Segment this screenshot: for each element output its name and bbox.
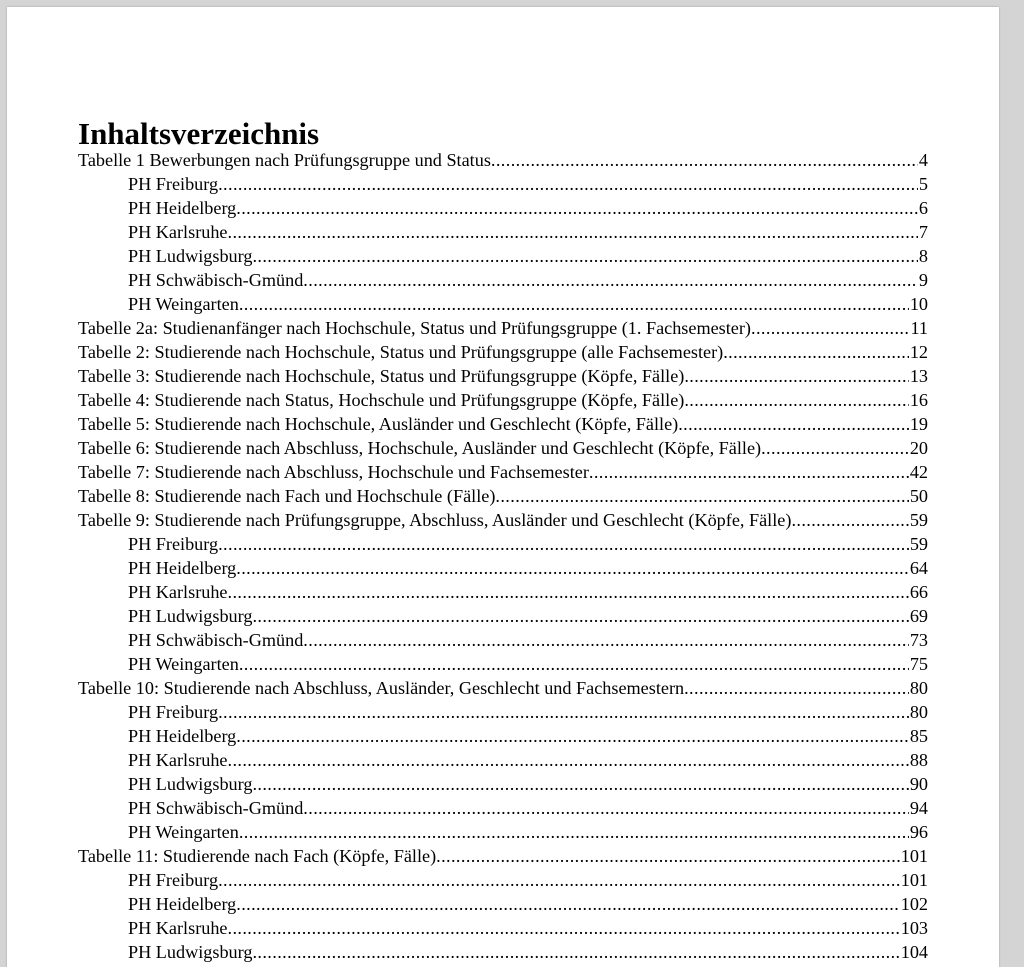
toc-page-number: 19 bbox=[909, 414, 928, 434]
toc-subentry[interactable] bbox=[78, 916, 928, 940]
toc-entry[interactable] bbox=[78, 388, 928, 412]
page-title: Inhaltsverzeichnis bbox=[78, 116, 320, 151]
dot-leader bbox=[495, 484, 908, 508]
dot-leader bbox=[218, 868, 900, 892]
toc-entry-title: PH Freiburg bbox=[128, 534, 219, 554]
toc-subentry[interactable] bbox=[78, 196, 928, 220]
toc-page-number: 85 bbox=[909, 726, 928, 746]
toc-page-number: 59 bbox=[909, 510, 928, 530]
toc-page-number: 75 bbox=[909, 654, 928, 674]
toc-subentry[interactable] bbox=[78, 820, 928, 844]
toc-page-number: 5 bbox=[918, 174, 928, 194]
toc-page-number: 13 bbox=[909, 366, 928, 386]
toc-entry[interactable] bbox=[78, 508, 928, 532]
dot-leader bbox=[684, 388, 908, 412]
toc-entry-title: Tabelle 1 Bewerbungen nach Prüfungsgruppe und Status bbox=[78, 150, 491, 170]
toc-subentry[interactable] bbox=[78, 172, 928, 196]
toc-page-number: 101 bbox=[900, 846, 928, 866]
toc-page-number: 96 bbox=[909, 822, 928, 842]
toc-page-number: 103 bbox=[900, 918, 928, 938]
dot-leader bbox=[684, 364, 908, 388]
dot-leader bbox=[303, 268, 918, 292]
toc-page-number: 6 bbox=[918, 198, 928, 218]
toc-entry[interactable] bbox=[78, 484, 928, 508]
toc-entry-title: Tabelle 5: Studierende nach Hochschule, Ausländer und Geschlecht (Köpfe, Fälle) bbox=[78, 414, 679, 434]
toc-entry-title: Tabelle 7: Studierende nach Abschluss, Hochschule und Fachsemester bbox=[78, 462, 589, 482]
toc-subentry[interactable] bbox=[78, 796, 928, 820]
dot-leader bbox=[684, 676, 909, 700]
toc-entry[interactable] bbox=[78, 364, 928, 388]
toc-page-number: 59 bbox=[909, 534, 928, 554]
dot-leader bbox=[228, 220, 918, 244]
toc-page-number: 94 bbox=[909, 798, 928, 818]
toc-page-number: 80 bbox=[909, 702, 928, 722]
toc-entry[interactable] bbox=[78, 316, 928, 340]
toc-page-number: 50 bbox=[909, 486, 928, 506]
toc-page-number: 64 bbox=[909, 558, 928, 578]
toc-entry-title: PH Karlsruhe bbox=[128, 918, 228, 938]
toc-entry-title: PH Freiburg bbox=[128, 174, 219, 194]
toc-page-number: 104 bbox=[900, 942, 928, 962]
toc-entry-title: PH Karlsruhe bbox=[128, 222, 228, 242]
toc-subentry[interactable] bbox=[78, 580, 928, 604]
toc-entry-title: PH Schwäbisch-Gmünd bbox=[128, 630, 304, 650]
toc-entry-title: PH Ludwigsburg bbox=[128, 942, 253, 962]
toc-subentry[interactable] bbox=[78, 268, 928, 292]
toc-page-number: 9 bbox=[918, 270, 928, 290]
toc-page-number: 4 bbox=[918, 150, 928, 170]
table-of-contents bbox=[78, 148, 928, 964]
dot-leader bbox=[218, 172, 918, 196]
dot-leader bbox=[678, 412, 909, 436]
dot-leader bbox=[723, 340, 909, 364]
toc-entry-title: PH Heidelberg bbox=[128, 198, 237, 218]
toc-entry-title: PH Schwäbisch-Gmünd bbox=[128, 270, 304, 290]
toc-entry-title: PH Weingarten bbox=[128, 294, 239, 314]
toc-subentry[interactable] bbox=[78, 220, 928, 244]
toc-entry[interactable] bbox=[78, 340, 928, 364]
dot-leader bbox=[303, 628, 909, 652]
dot-leader bbox=[239, 652, 909, 676]
toc-subentry[interactable] bbox=[78, 532, 928, 556]
dot-leader bbox=[228, 748, 909, 772]
toc-entry[interactable] bbox=[78, 844, 928, 868]
dot-leader bbox=[252, 940, 899, 964]
toc-page-number: 10 bbox=[909, 294, 928, 314]
toc-subentry[interactable] bbox=[78, 292, 928, 316]
toc-subentry[interactable] bbox=[78, 724, 928, 748]
toc-subentry[interactable] bbox=[78, 244, 928, 268]
dot-leader bbox=[303, 796, 909, 820]
toc-entry-title: Tabelle 6: Studierende nach Abschluss, Hochschule, Ausländer und Geschlecht (Köpfe, Fälle) bbox=[78, 438, 762, 458]
toc-entry-title: Tabelle 8: Studierende nach Fach und Hochschule (Fälle) bbox=[78, 486, 496, 506]
toc-entry[interactable] bbox=[78, 436, 928, 460]
toc-entry-title: PH Heidelberg bbox=[128, 558, 237, 578]
dot-leader bbox=[228, 580, 909, 604]
toc-entry-title: PH Freiburg bbox=[128, 870, 219, 890]
toc-entry-title: PH Weingarten bbox=[128, 654, 239, 674]
toc-page-number: 7 bbox=[918, 222, 928, 242]
dot-leader bbox=[218, 700, 909, 724]
dot-leader bbox=[236, 724, 909, 748]
toc-subentry[interactable] bbox=[78, 868, 928, 892]
toc-page-number: 88 bbox=[909, 750, 928, 770]
dot-leader bbox=[491, 148, 918, 172]
toc-page-number: 12 bbox=[909, 342, 928, 362]
toc-entry-title: PH Karlsruhe bbox=[128, 750, 228, 770]
toc-subentry[interactable] bbox=[78, 556, 928, 580]
toc-page-number: 16 bbox=[909, 390, 928, 410]
toc-subentry[interactable] bbox=[78, 628, 928, 652]
dot-leader bbox=[239, 820, 909, 844]
toc-entry-title: PH Ludwigsburg bbox=[128, 774, 253, 794]
toc-subentry[interactable] bbox=[78, 652, 928, 676]
dot-leader bbox=[218, 532, 909, 556]
toc-subentry[interactable] bbox=[78, 940, 928, 964]
toc-entry-title: PH Freiburg bbox=[128, 702, 219, 722]
toc-entry[interactable] bbox=[78, 148, 928, 172]
dot-leader bbox=[228, 916, 900, 940]
dot-leader bbox=[252, 772, 908, 796]
toc-entry-title: PH Schwäbisch-Gmünd bbox=[128, 798, 304, 818]
toc-page-number: 80 bbox=[909, 678, 928, 698]
dot-leader bbox=[236, 892, 899, 916]
toc-entry-title: PH Weingarten bbox=[128, 822, 239, 842]
dot-leader bbox=[236, 556, 909, 580]
toc-page-number: 42 bbox=[909, 462, 928, 482]
dot-leader bbox=[761, 436, 909, 460]
toc-entry-title: PH Karlsruhe bbox=[128, 582, 228, 602]
toc-subentry[interactable] bbox=[78, 700, 928, 724]
toc-entry-title: Tabelle 2a: Studienanfänger nach Hochschule, Status und Prüfungsgruppe (1. Fachsemester) bbox=[78, 318, 751, 338]
dot-leader bbox=[239, 292, 909, 316]
toc-entry-title: PH Heidelberg bbox=[128, 726, 237, 746]
toc-entry-title: PH Ludwigsburg bbox=[128, 246, 253, 266]
toc-subentry[interactable] bbox=[78, 604, 928, 628]
toc-page-number: 102 bbox=[900, 894, 928, 914]
toc-entry-title: Tabelle 2: Studierende nach Hochschule, Status und Prüfungsgruppe (alle Fachsemester) bbox=[78, 342, 724, 362]
dot-leader bbox=[252, 604, 908, 628]
toc-page-number: 20 bbox=[909, 438, 928, 458]
toc-entry-title: PH Ludwigsburg bbox=[128, 606, 253, 626]
toc-page-number: 73 bbox=[909, 630, 928, 650]
toc-entry[interactable] bbox=[78, 412, 928, 436]
toc-page-number: 66 bbox=[909, 582, 928, 602]
toc-entry-title: Tabelle 9: Studierende nach Prüfungsgruppe, Abschluss, Ausländer und Geschlecht (Köpfe, Fälle) bbox=[78, 510, 792, 530]
dot-leader bbox=[236, 196, 918, 220]
document-page bbox=[7, 7, 999, 967]
toc-page-number: 11 bbox=[910, 318, 928, 338]
toc-subentry[interactable] bbox=[78, 892, 928, 916]
toc-page-number: 69 bbox=[909, 606, 928, 626]
toc-page-number: 101 bbox=[900, 870, 928, 890]
toc-entry-title: Tabelle 4: Studierende nach Status, Hochschule und Prüfungsgruppe (Köpfe, Fälle) bbox=[78, 390, 685, 410]
dot-leader bbox=[252, 244, 917, 268]
dot-leader bbox=[436, 844, 900, 868]
dot-leader bbox=[791, 508, 908, 532]
toc-page-number: 90 bbox=[909, 774, 928, 794]
toc-subentry[interactable] bbox=[78, 748, 928, 772]
toc-entry-title: Tabelle 10: Studierende nach Abschluss, Ausländer, Geschlecht und Fachsemestern bbox=[78, 678, 685, 698]
toc-entry[interactable] bbox=[78, 460, 928, 484]
toc-entry-title: Tabelle 11: Studierende nach Fach (Köpfe, Fälle) bbox=[78, 846, 437, 866]
toc-entry[interactable] bbox=[78, 676, 928, 700]
toc-entry-title: Tabelle 3: Studierende nach Hochschule, Status und Prüfungsgruppe (Köpfe, Fälle) bbox=[78, 366, 685, 386]
toc-subentry[interactable] bbox=[78, 772, 928, 796]
toc-entry-title: PH Heidelberg bbox=[128, 894, 237, 914]
toc-page-number: 8 bbox=[918, 246, 928, 266]
dot-leader bbox=[589, 460, 909, 484]
dot-leader bbox=[751, 316, 909, 340]
